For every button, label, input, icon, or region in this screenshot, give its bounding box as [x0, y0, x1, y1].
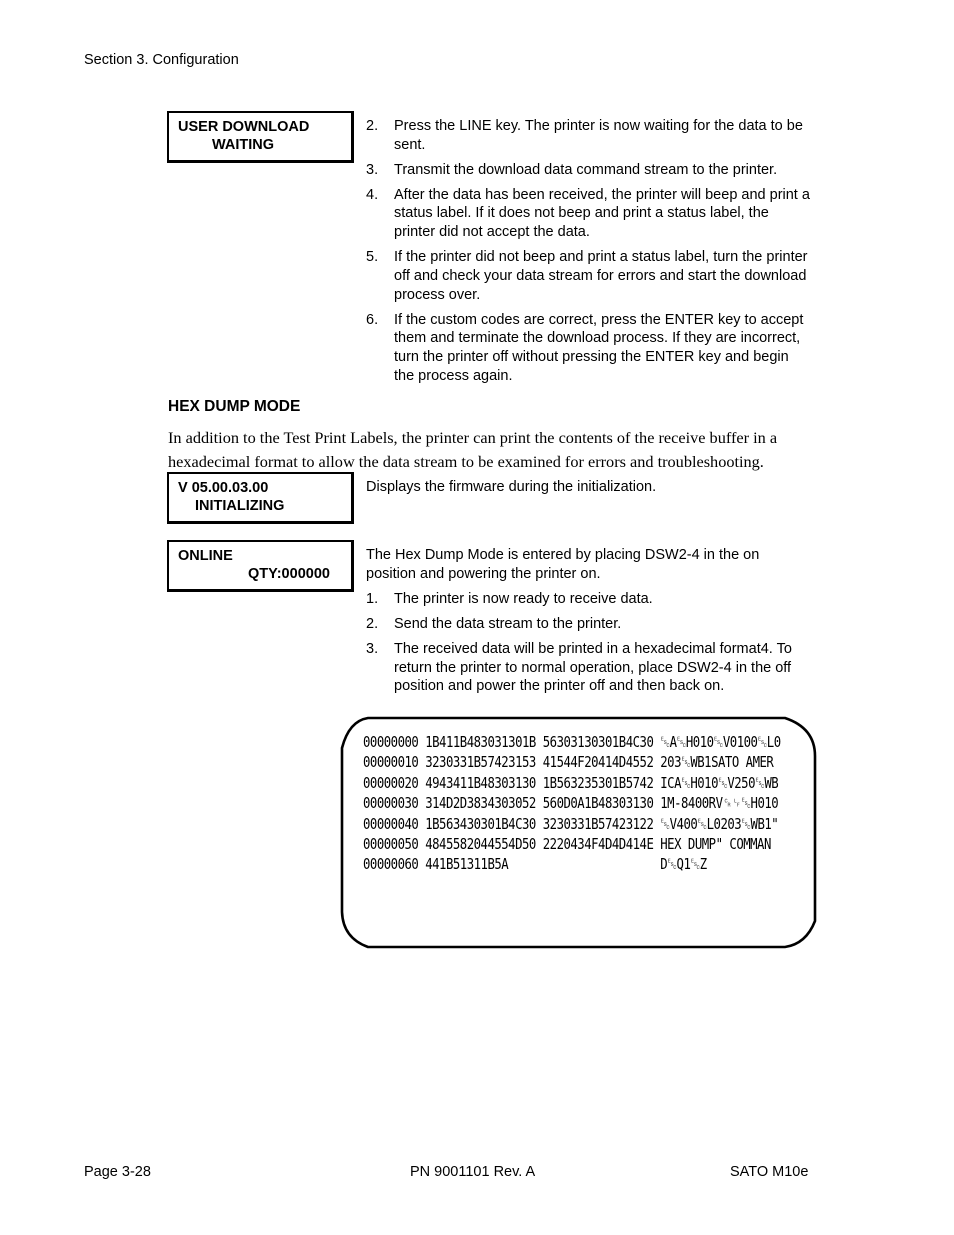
lcd-line-2: QTY:000000: [248, 566, 330, 582]
dump-row: 00000060 441B51311B5A D␛Q1␛Z: [363, 855, 707, 874]
section-heading: HEX DUMP MODE: [168, 398, 301, 415]
dump-row: 00000030 314D2D3834303052 560D0A1B48303130 1M-8400RV␍␊␛H010: [363, 794, 779, 813]
step-text: The received data will be printed in a hexadecimal format4. To return the printer to normal operation, place DSW2-4 in the off position and power the printer off and then back on.: [394, 641, 792, 695]
step-number: 2.: [366, 118, 379, 134]
step-number: 3.: [366, 161, 379, 178]
dump-row: 00000020 4943411B48303130 1B563235301B5742 ICA␛H010␛V250␛WB: [363, 773, 779, 792]
online-description: The Hex Dump Mode is entered by placing DSW2-4 in the on position and powering the printer on.: [366, 547, 760, 582]
step-number: 5.: [366, 249, 379, 266]
lcd-line-1: USER DOWNLOAD: [178, 119, 310, 135]
dump-row: 00000010 3230331B57423153 41544F20414D4552 203␛WB1SATO AMER: [363, 753, 774, 772]
dump-row: 00000040 1B563430301B4C30 3230331B57423122 ␛V400␛L0203␛WB1": [363, 814, 779, 833]
dump-row: 00000000 1B411B483031301B 56303130301B4C30 ␛A␛H010␛V0100␛L0: [363, 733, 781, 751]
product-name: SATO M10e: [730, 1164, 809, 1180]
list-item: [366, 117, 811, 154]
step-text: Transmit the download data command stream to the printer.: [394, 161, 778, 178]
lcd-line-2: WAITING: [212, 137, 275, 153]
list-item: [366, 161, 811, 180]
list-item: [366, 640, 811, 696]
page-number: Page 3-28: [84, 1164, 151, 1180]
section-header: Section 3. Configuration: [84, 52, 239, 68]
dump-row: 00000050 4845582044554D50 2220434F4D4D414E HEX DUMP" COMMAN: [363, 834, 771, 853]
step-text: If the custom codes are correct, press the ENTER key to accept them and terminate the download process. If they are incorrect, turn the printer off without pressing the ENTER key and begin the process again.: [394, 311, 804, 384]
intro-paragraph: In addition to the Test Print Labels, the printer can print the contents of the receive buffer in a hexadecimal format to allow the data stream to be examined for errors and troubleshooting.: [168, 428, 778, 471]
part-number: PN 9001101 Rev. A: [410, 1164, 536, 1180]
list-item: [366, 311, 811, 386]
step-number: 2.: [366, 616, 379, 632]
hex-dump-steps-list: [366, 590, 811, 702]
lcd-display-initializing: [167, 472, 354, 524]
step-number: 6.: [366, 311, 379, 328]
list-item: [366, 186, 811, 242]
lcd-line-1: ONLINE: [178, 548, 233, 564]
list-item: [366, 590, 811, 609]
lcd-line-2: INITIALIZING: [195, 498, 285, 514]
step-text: Send the data stream to the printer.: [394, 616, 622, 632]
step-text: Press the LINE key. The printer is now waiting for the data to be sent.: [394, 118, 803, 153]
hex-dump-printout: [363, 732, 781, 875]
step-number: 1.: [366, 591, 379, 607]
step-number: 3.: [366, 641, 379, 657]
lcd-display-user-download: [167, 111, 354, 163]
download-steps-list: [366, 117, 811, 392]
step-number: 4.: [366, 186, 379, 203]
initializing-description: Displays the firmware during the initialization.: [366, 479, 657, 495]
step-text: After the data has been received, the printer will beep and print a status label. If it does not beep and print a status label, the printer did not accept the data.: [394, 186, 810, 241]
lcd-line-1: V 05.00.03.00: [178, 480, 269, 496]
list-item: [366, 248, 811, 304]
step-text: If the printer did not beep and print a status label, turn the printer off and check your data stream for errors and start the download process over.: [394, 249, 808, 303]
list-item: [366, 615, 811, 634]
lcd-display-online: [167, 540, 354, 592]
step-text: The printer is now ready to receive data.: [394, 591, 653, 607]
